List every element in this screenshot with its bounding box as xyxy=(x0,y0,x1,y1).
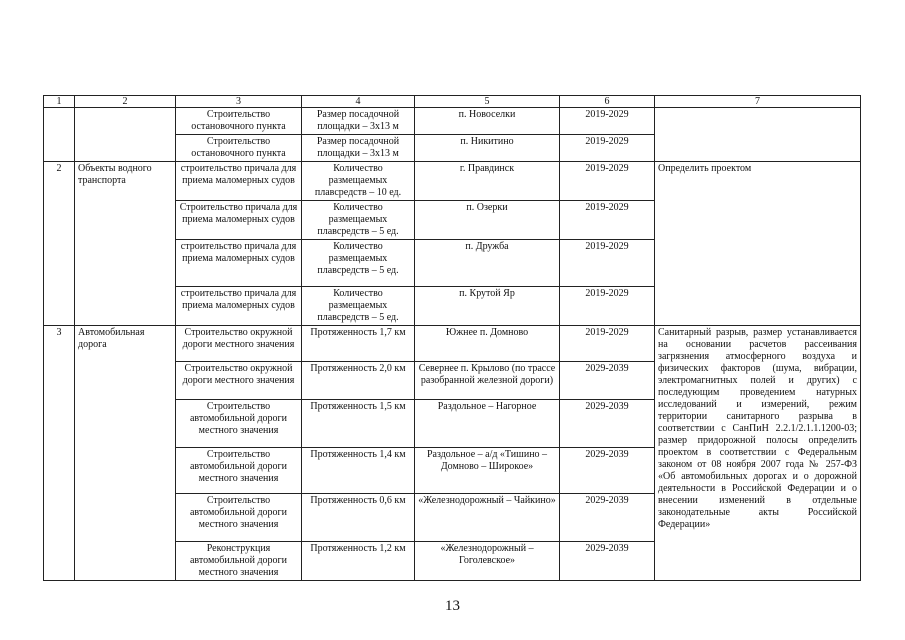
work-cell: Строительство окружной дороги местного значения xyxy=(176,362,302,400)
table-row xyxy=(44,162,861,201)
header-cell: 6 xyxy=(560,96,655,108)
work-cell: Строительство автомобильной дороги местного значения xyxy=(176,400,302,448)
period-cell: 2029-2039 xyxy=(560,448,655,494)
metric-cell: Размер посадочной площадки – 3х13 м xyxy=(302,108,415,135)
header-cell: 2 xyxy=(75,96,176,108)
period-cell: 2019-2029 xyxy=(560,240,655,287)
location-cell: Севернее п. Крылово (по трассе разобранной железной дороги) xyxy=(415,362,560,400)
period-cell: 2019-2029 xyxy=(560,162,655,201)
metric-cell: Протяженность 0,6 км xyxy=(302,494,415,542)
metric-cell: Количество размещаемых плавсредств – 10 ед. xyxy=(302,162,415,201)
metric-cell: Протяженность 1,5 км xyxy=(302,400,415,448)
period-cell: 2019-2029 xyxy=(560,287,655,326)
location-cell: п. Дружба xyxy=(415,240,560,287)
work-cell: строительство причала для приема маломерных судов xyxy=(176,162,302,201)
object-type-cell xyxy=(75,108,176,162)
header-cell: 7 xyxy=(655,96,861,108)
header-cell: 5 xyxy=(415,96,560,108)
period-cell: 2019-2029 xyxy=(560,201,655,240)
table-row xyxy=(44,108,861,135)
metric-cell: Размер посадочной площадки – 3х13 м xyxy=(302,135,415,162)
row-number-cell xyxy=(44,108,75,162)
location-cell: п. Никитино xyxy=(415,135,560,162)
metric-cell: Протяженность 2,0 км xyxy=(302,362,415,400)
note-cell: Определить проектом xyxy=(655,162,861,326)
header-row xyxy=(44,96,861,108)
location-cell: п. Озерки xyxy=(415,201,560,240)
work-cell: Реконструкция автомобильной дороги местного значения xyxy=(176,542,302,581)
location-cell: «Железнодорожный – Гоголевское» xyxy=(415,542,560,581)
metric-cell: Протяженность 1,7 км xyxy=(302,326,415,362)
period-cell: 2019-2029 xyxy=(560,326,655,362)
table-row xyxy=(44,326,861,362)
metric-cell: Протяженность 1,4 км xyxy=(302,448,415,494)
row-number-cell: 2 xyxy=(44,162,75,326)
page-number: 13 xyxy=(445,598,460,614)
object-type-cell: Объекты водного транспорта xyxy=(75,162,176,326)
note-cell: Санитарный разрыв, размер устанавливается на основании расчетов рассеивания загрязнения атмосферного воздуха и физических факторов (шума, вибрации, электромагнитных полей и других) с последующим проведением натурных исследований и измерений, режим территории санитарного разрыва в соответствии с СанПиН 2.2.1/2.1.1.1200-03; размер придорожной полосы определить проектом в соответствии с Федеральным законом от 08 ноября 2007 года № 257-ФЗ «Об автомобильных дорогах и о дорожной деятельности в Российской Федерации и о внесении изменений в отдельные законодательные акты Российской Федерации» xyxy=(655,326,861,581)
object-type-cell: Автомобильная дорога xyxy=(75,326,176,581)
metric-cell: Протяженность 1,2 км xyxy=(302,542,415,581)
work-cell: Строительство остановочного пункта xyxy=(176,135,302,162)
header-cell: 1 xyxy=(44,96,75,108)
location-cell: п. Крутой Яр xyxy=(415,287,560,326)
period-cell: 2029-2039 xyxy=(560,400,655,448)
location-cell: п. Новоселки xyxy=(415,108,560,135)
header-cell: 3 xyxy=(176,96,302,108)
period-cell: 2029-2039 xyxy=(560,494,655,542)
row-number-cell: 3 xyxy=(44,326,75,581)
period-cell: 2029-2039 xyxy=(560,362,655,400)
location-cell: г. Правдинск xyxy=(415,162,560,201)
work-cell: Строительство автомобильной дороги местного значения xyxy=(176,448,302,494)
work-cell: Строительство автомобильной дороги местного значения xyxy=(176,494,302,542)
location-cell: Южнее п. Домново xyxy=(415,326,560,362)
note-cell xyxy=(655,108,861,162)
period-cell: 2019-2029 xyxy=(560,135,655,162)
location-cell: Раздольное – а/д «Тишино – Домново – Широкое» xyxy=(415,448,560,494)
location-cell: «Железнодорожный – Чайкино» xyxy=(415,494,560,542)
period-cell: 2019-2029 xyxy=(560,108,655,135)
work-cell: строительство причала для приема маломерных судов xyxy=(176,240,302,287)
metric-cell: Количество размещаемых плавсредств – 5 ед. xyxy=(302,240,415,287)
header-cell: 4 xyxy=(302,96,415,108)
work-cell: строительство причала для приема маломерных судов xyxy=(176,287,302,326)
work-cell: Строительство окружной дороги местного значения xyxy=(176,326,302,362)
planning-table xyxy=(43,95,861,581)
metric-cell: Количество размещаемых плавсредств – 5 ед. xyxy=(302,287,415,326)
location-cell: Раздольное – Нагорное xyxy=(415,400,560,448)
metric-cell: Количество размещаемых плавсредств – 5 ед. xyxy=(302,201,415,240)
work-cell: Строительство остановочного пункта xyxy=(176,108,302,135)
work-cell: Строительство причала для приема маломерных судов xyxy=(176,201,302,240)
period-cell: 2029-2039 xyxy=(560,542,655,581)
